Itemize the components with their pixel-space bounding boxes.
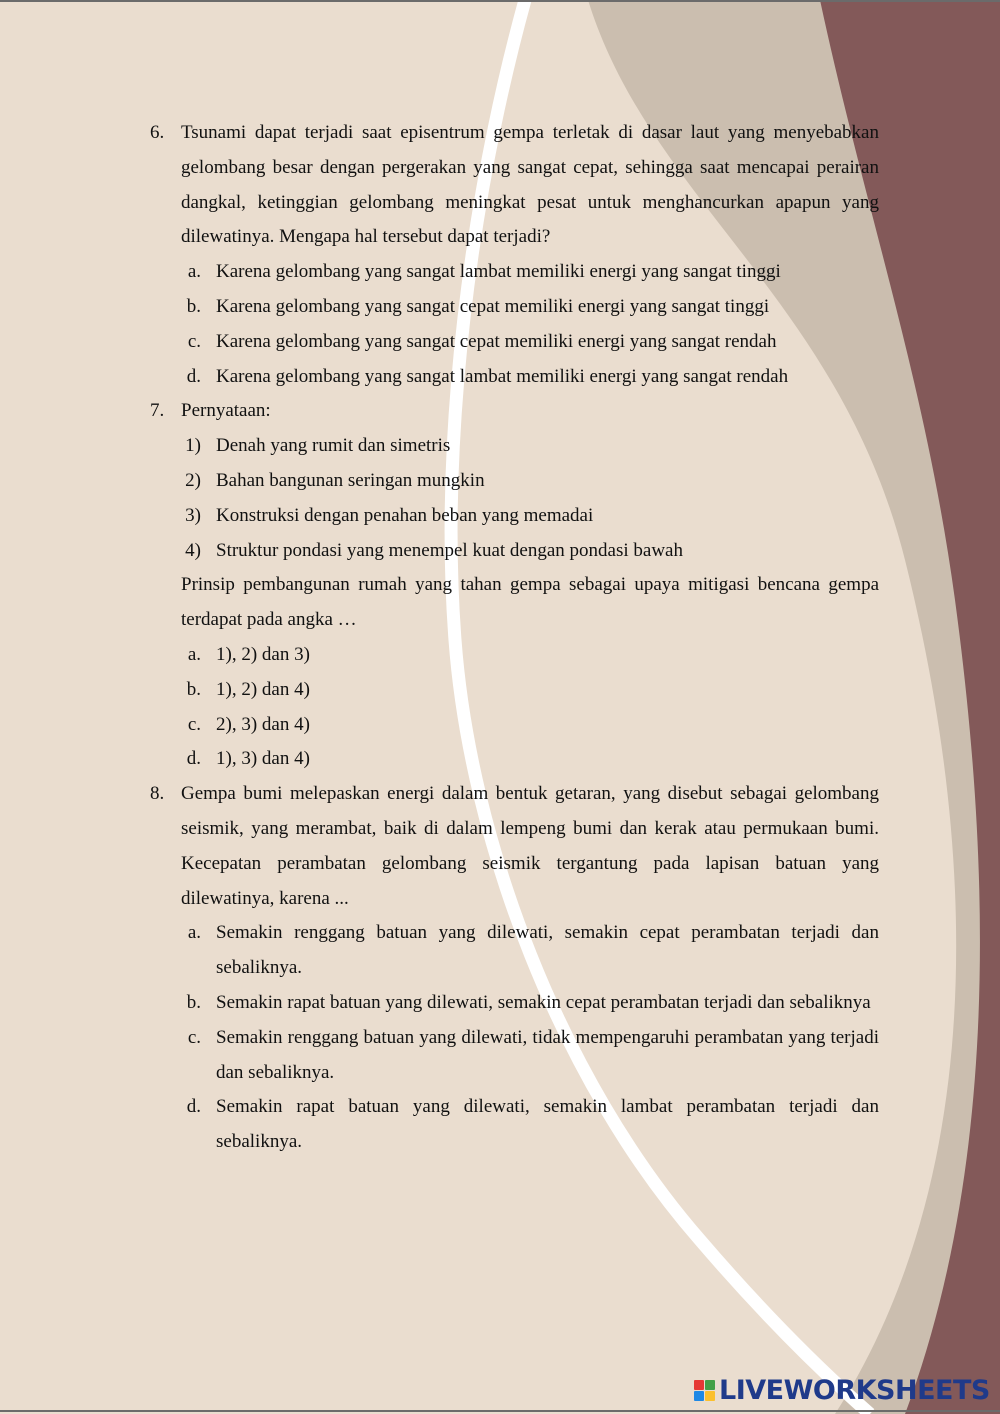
question-number: 8.: [150, 783, 165, 805]
option-c[interactable]: [181, 708, 879, 743]
statement-number: 3): [185, 504, 201, 526]
option-b[interactable]: [181, 290, 879, 325]
question-text: Pernyataan:: [181, 400, 271, 422]
statement-text: Struktur pondasi yang menempel kuat dengan pondasi bawah: [216, 539, 683, 561]
option-letter: b.: [186, 678, 201, 700]
option-text: Semakin renggang batuan yang dilewati, semakin cepat perambatan terjadi dan sebaliknya.: [216, 922, 879, 979]
option-text: Semakin rapat batuan yang dilewati, semakin lambat perambatan terjadi dan sebaliknya.: [216, 1096, 879, 1153]
option-letter: a.: [187, 643, 201, 665]
option-letter: a.: [187, 261, 201, 283]
question-7: [150, 394, 879, 777]
statement-number: 1): [185, 435, 201, 457]
statement-text: Konstruksi dengan penahan beban yang memadai: [216, 504, 594, 526]
option-text: 1), 2) dan 4): [216, 678, 310, 700]
option-letter: d.: [186, 1096, 201, 1118]
option-text: Karena gelombang yang sangat lambat memiliki energi yang sangat tinggi: [216, 261, 781, 283]
option-text: 2), 3) dan 4): [216, 713, 310, 735]
statement-number: 2): [185, 469, 201, 491]
statement-text: Bahan bangunan seringan mungkin: [216, 469, 485, 491]
logo-mark-icon: [694, 1380, 715, 1401]
statement-item: [181, 534, 879, 569]
option-d[interactable]: [181, 1090, 879, 1160]
top-border-line: [0, 0, 1000, 2]
option-letter: a.: [187, 922, 201, 944]
statement-item: [181, 499, 879, 534]
option-d[interactable]: [181, 360, 879, 395]
liveworksheets-logo: [694, 1374, 990, 1406]
worksheet-content: [150, 116, 879, 1160]
option-text: Karena gelombang yang sangat lambat memiliki energi yang sangat rendah: [216, 365, 789, 387]
option-text: 1), 3) dan 4): [216, 748, 310, 770]
option-b[interactable]: [181, 673, 879, 708]
statement-number: 4): [185, 539, 201, 561]
bottom-border-line: [0, 1410, 1000, 1412]
option-a[interactable]: [181, 638, 879, 673]
option-c[interactable]: [181, 325, 879, 360]
statement-text: Denah yang rumit dan simetris: [216, 435, 451, 457]
option-letter: c.: [187, 330, 201, 352]
option-letter: b.: [186, 295, 201, 317]
option-d[interactable]: [181, 742, 879, 777]
option-text: Karena gelombang yang sangat cepat memiliki energi yang sangat tinggi: [216, 295, 770, 317]
option-text: Semakin renggang batuan yang dilewati, tidak mempengaruhi perambatan yang terjadi dan sebaliknya.: [216, 1026, 879, 1083]
option-letter: d.: [186, 365, 201, 387]
option-text: Semakin rapat batuan yang dilewati, semakin cepat perambatan terjadi dan sebaliknya: [216, 991, 871, 1013]
question-6: [150, 116, 879, 394]
question-8: [150, 777, 879, 1160]
question-text: Gempa bumi melepaskan energi dalam bentuk getaran, yang disebut sebagai gelombang seismik, yang merambat, baik di dalam lempeng bumi dan kerak atau permukaan bumi. Kecepatan perambatan gelombang seismik tergantung pada lapisan batuan yang dilewatinya, karena ...: [181, 783, 879, 909]
option-letter: c.: [187, 713, 201, 735]
option-b[interactable]: [181, 986, 879, 1021]
option-a[interactable]: [181, 916, 879, 986]
statement-item: [181, 429, 879, 464]
option-letter: c.: [187, 1026, 201, 1048]
statement-item: [181, 464, 879, 499]
logo-text: LIVEWORKSHEETS: [719, 1374, 990, 1406]
question-prompt: Prinsip pembangunan rumah yang tahan gempa sebagai upaya mitigasi bencana gempa terdapat pada angka …: [181, 574, 879, 631]
option-a[interactable]: [181, 255, 879, 290]
option-letter: d.: [186, 748, 201, 770]
option-text: Karena gelombang yang sangat cepat memiliki energi yang sangat rendah: [216, 330, 777, 352]
question-number: 7.: [150, 400, 165, 422]
statement-list: [181, 429, 879, 568]
option-c[interactable]: [181, 1021, 879, 1091]
option-text: 1), 2) dan 3): [216, 643, 310, 665]
question-text: Tsunami dapat terjadi saat episentrum gempa terletak di dasar laut yang menyebabkan gelombang besar dengan pergerakan yang sangat cepat, sehingga saat mencapai perairan dangkal, ketinggian gelombang meningkat pesat untuk menghancurkan apapun yang dilewatinya. Mengapa hal tersebut dapat terjadi?: [181, 122, 879, 248]
question-number: 6.: [150, 122, 165, 143]
option-letter: b.: [186, 991, 201, 1013]
